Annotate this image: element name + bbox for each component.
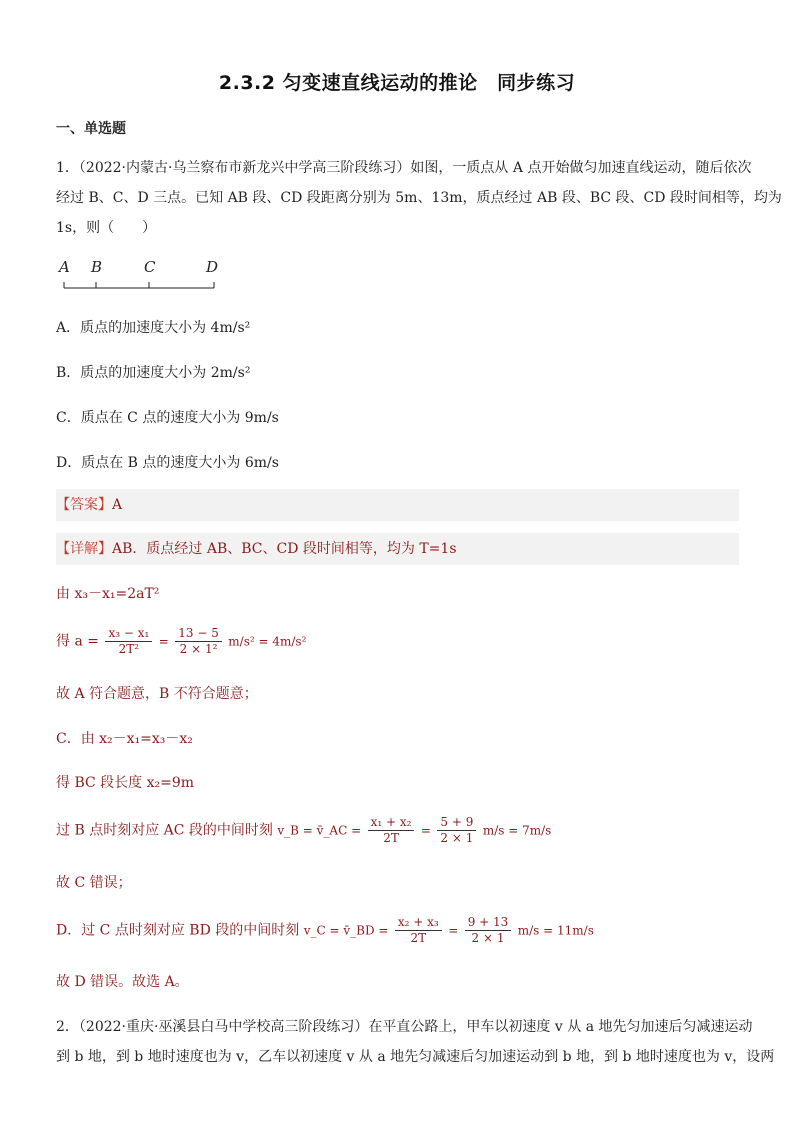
answer-value: A: [112, 497, 123, 513]
q2-stem-line-1: 2．（2022·重庆·巫溪县白马中学校高三阶段练习）在平直公路上，甲车以初速度 v 从 a 地先匀加速后匀减速运动: [56, 1019, 753, 1035]
detail-box: [56, 533, 739, 565]
formula-result: m/s = 7m/s: [482, 823, 552, 838]
solution-step-8: D．过 C 点时刻对应 BD 段的中间时刻 v_C = v̄_BD = $\frac{\text{x₂ + x₃}}{2T}$ = $\frac{9 + 13}{2 \times 1}$ m/s = 11m/s: [56, 915, 594, 945]
section-heading: 一、单选题: [56, 121, 126, 137]
denominator: 2 × 1: [440, 831, 474, 845]
q1-stem-line-1: 1．（2022·内蒙古·乌兰察布市新龙兴中学高三阶段练习）如图，一质点从 A 点开始做匀加速直线运动，随后依次: [56, 160, 752, 176]
denominator: 2 × 1: [471, 931, 505, 945]
answer-box: [56, 489, 739, 521]
denominator: 2T²: [118, 642, 140, 656]
option-d: D．质点在 B 点的速度大小为 6m/s: [56, 455, 279, 471]
option-a: A．质点的加速度大小为 4m/s²: [56, 320, 251, 336]
fraction: [175, 626, 222, 657]
q1-stem-line-3: 1s，则（ ）: [56, 220, 157, 236]
point-d-label: D: [206, 258, 219, 276]
formula-result: m/s² = 4m/s²: [228, 634, 307, 649]
solution-step-1: 由 x₃－x₁=2aT²: [56, 586, 160, 602]
answer-tag: 【答案】: [56, 497, 112, 513]
velocity-term: v_C = v̄_BD =: [303, 923, 389, 938]
solution-step-3: 故 A 符合题意，B 不符合题意；: [56, 686, 258, 702]
denominator: 2T: [383, 831, 399, 845]
numerator: x₂ + x₃: [395, 915, 442, 931]
formula-prefix: 得 a =: [56, 633, 99, 650]
denominator: 2 × 1²: [179, 642, 218, 656]
point-c-label: C: [144, 258, 156, 276]
point-a-label: A: [59, 258, 70, 276]
q1-stem-line-2: 经过 B、C、D 三点。已知 AB 段、CD 段距离分别为 5m、13m，质点经过 AB 段、BC 段、CD 段时间相等，均为: [56, 190, 782, 206]
denominator: 2T: [410, 931, 427, 945]
formula-prefix: 过 B 点时刻对应 AC 段的中间时刻: [56, 822, 273, 839]
fraction: [105, 626, 152, 657]
option-c: C．质点在 C 点的速度大小为 9m/s: [56, 410, 279, 426]
solution-step-2: 得 a = $\frac{\text{x₃ − x₁}}{\text{2T²}}$ = $\frac{13 - 5}{\text{2 × 1²}}$ m/s² = 4m/s²: [56, 626, 307, 656]
numerator: 13 − 5: [175, 626, 222, 642]
formula-prefix: D．过 C 点时刻对应 BD 段的中间时刻: [56, 922, 300, 939]
option-b: B．质点的加速度大小为 2m/s²: [56, 365, 251, 381]
numerator: x₃ − x₁: [105, 626, 152, 642]
solution-step-6: 过 B 点时刻对应 AC 段的中间时刻 v_B = v̄_AC = $\frac{\text{x₁ + x₂}}{2T}$ = $\frac{5 + 9}{2 \times 1}$ m/s = 7m/s: [56, 815, 552, 845]
solution-step-5: 得 BC 段长度 x₂=9m: [56, 775, 195, 791]
numerator: 5 + 9: [437, 815, 476, 831]
page-title: 2.3.2 匀变速直线运动的推论 同步练习: [218, 72, 576, 94]
detail-tag: 【详解】: [56, 541, 112, 557]
fraction: [465, 915, 512, 946]
numerator: 9 + 13: [465, 915, 512, 931]
fraction: [368, 815, 415, 846]
fraction: [395, 915, 442, 946]
numerator: x₁ + x₂: [368, 815, 415, 831]
solution-step-7: 故 C 错误；: [56, 875, 132, 891]
segment-diagram: [56, 258, 236, 298]
q2-stem-line-2: 到 b 地，到 b 地时速度也为 v，乙车以初速度 v 从 a 地先匀减速后匀加速运动到 b 地，到 b 地时速度也为 v，设两: [56, 1049, 775, 1065]
segment-line: [56, 258, 236, 298]
velocity-term: v_B = v̄_AC =: [277, 823, 362, 838]
fraction: [437, 815, 476, 846]
point-b-label: B: [91, 258, 103, 276]
solution-step-9: 故 D 错误。故选 A。: [56, 974, 189, 990]
solution-step-4: C．由 x₂－x₁=x₃－x₂: [56, 731, 193, 747]
detail-intro: AB．质点经过 AB、BC、CD 段时间相等，均为 T=1s: [112, 541, 457, 557]
formula-result: m/s = 11m/s: [517, 923, 594, 938]
